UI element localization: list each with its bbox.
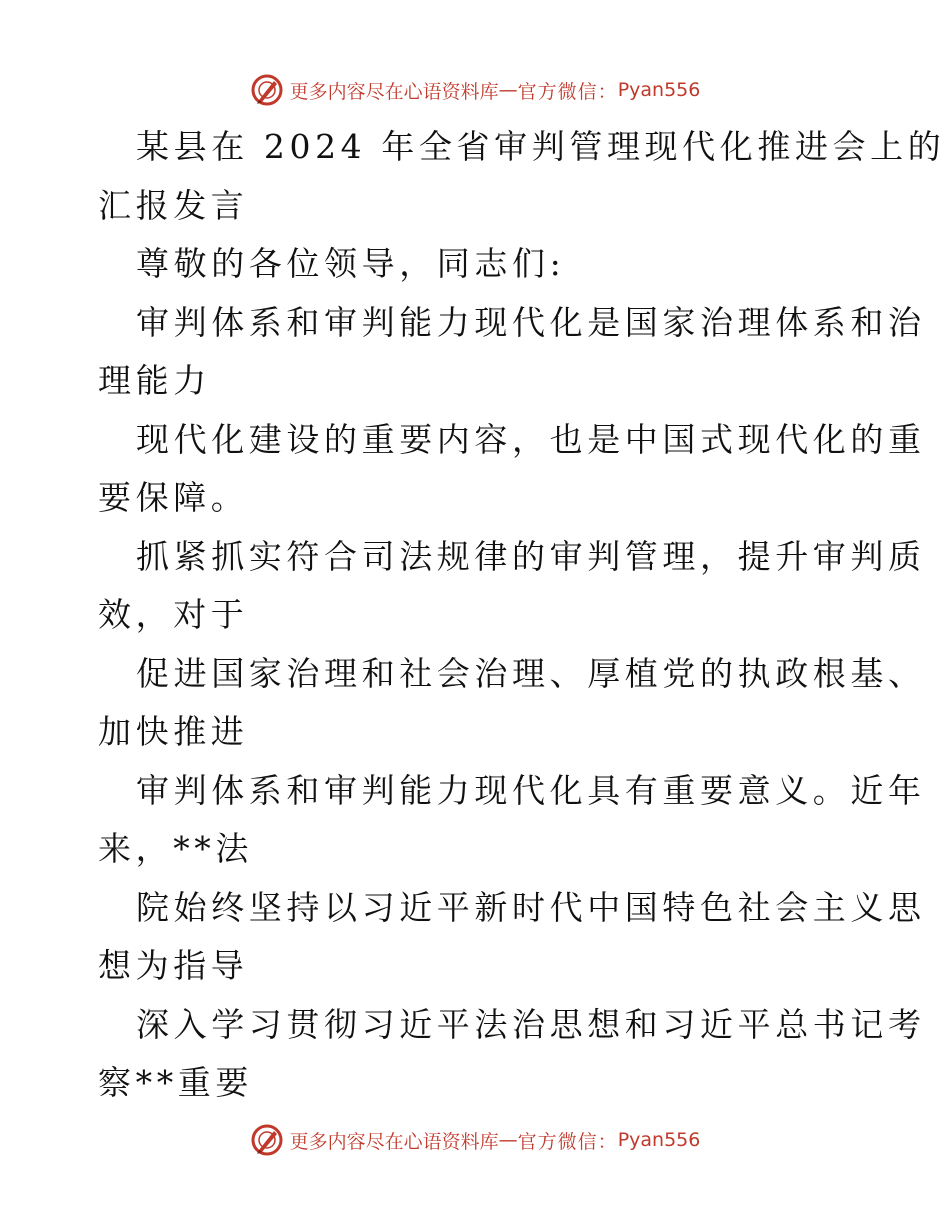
- watermark-main-text: 更多内容尽在心语资料库: [289, 80, 499, 103]
- body-line: 审判体系和审判能力现代化是国家治理体系和治: [136, 302, 926, 342]
- watermark-sub-text: 官方微信：: [517, 1130, 618, 1153]
- body-line: 效，对于: [98, 595, 249, 634]
- body-line: 抓紧抓实符合司法规律的审判管理，提升审判质: [136, 536, 926, 576]
- body-line: 理能力: [98, 361, 211, 400]
- watermark-banner-top: [0, 70, 950, 110]
- watermark-main-text: 更多内容尽在心语资料库: [289, 1130, 499, 1153]
- body-line: 审判体系和审判能力现代化具有重要意义。近年: [136, 770, 926, 810]
- title-line-1: 某县在 2024 年全省审判管理现代化推进会上的: [136, 127, 946, 166]
- watermark-banner-bottom: [0, 1120, 950, 1160]
- body-line: 要保障。: [98, 478, 249, 517]
- body-line: 加快推进: [98, 712, 249, 751]
- body-line: 院始终坚持以习近平新时代中国特色社会主义思: [136, 887, 926, 927]
- body-line: 深入学习贯彻习近平法治思想和习近平总书记考: [136, 1004, 926, 1044]
- body-line: 来，**法: [98, 829, 253, 868]
- pen-logo-icon: [250, 73, 284, 107]
- body-line: 察**重要: [98, 1063, 253, 1102]
- pen-logo-icon: [250, 1123, 284, 1157]
- salutation: 尊敬的各位领导，同志们:: [136, 244, 566, 283]
- body-line: 促进国家治理和社会治理、厚植党的执政根基、: [136, 653, 926, 693]
- watermark-separator: —: [498, 1129, 518, 1151]
- watermark-sub-text: 官方微信：: [517, 80, 618, 103]
- watermark-wechat-id: Pyan556: [617, 79, 701, 101]
- document-body: [98, 118, 946, 1113]
- watermark-separator: —: [498, 79, 518, 101]
- title-line-2: 汇报发言: [98, 185, 249, 225]
- watermark-wechat-id: Pyan556: [617, 1129, 701, 1151]
- body-line: 想为指导: [98, 946, 249, 985]
- body-line: 现代化建设的重要内容，也是中国式现代化的重: [136, 419, 926, 459]
